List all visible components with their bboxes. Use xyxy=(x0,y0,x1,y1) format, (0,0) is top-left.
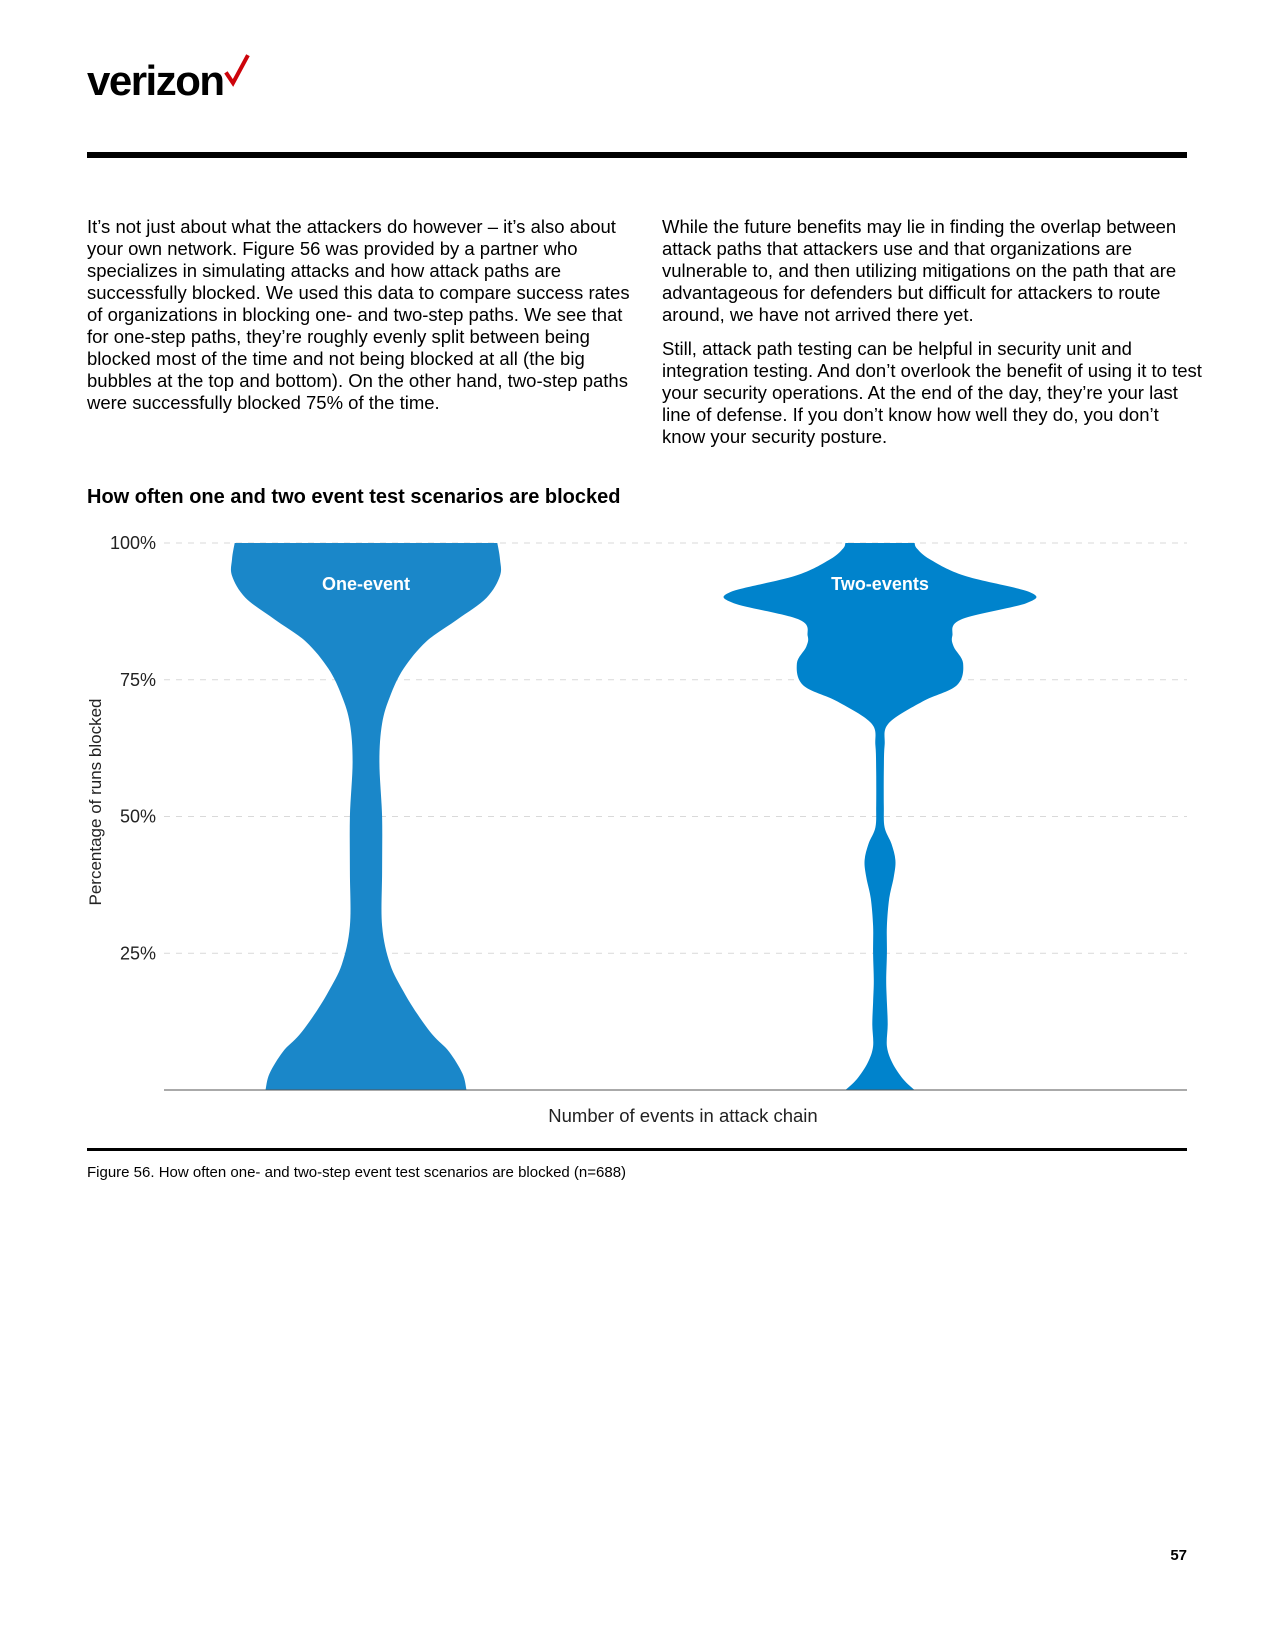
violin-label-one-event: One-event xyxy=(321,574,411,595)
y-tick-labels xyxy=(110,533,156,963)
brand-name: verizon xyxy=(87,57,224,104)
violin-label-two-events: Two-events xyxy=(831,574,929,595)
violin-one-event xyxy=(231,543,501,1090)
chart-title: How often one and two event test scenarios are blocked xyxy=(87,486,621,508)
figure-rule xyxy=(87,1148,1187,1151)
right-paragraph-2: Still, attack path testing can be helpful in security unit and integration testing. And don’t overlook the benefit of using it to test your security operations. At the end of the day, they’re your last line of defense. If you don’t know how well they do, you don’t know your security posture. xyxy=(662,338,1202,447)
y-tick-label-25: 25% xyxy=(119,943,156,964)
page-number: 57 xyxy=(1170,1547,1187,1564)
y-tick-label-75: 75% xyxy=(119,669,156,690)
y-tick-label-50: 50% xyxy=(119,806,156,827)
figure-caption: Figure 56. How often one- and two-step event test scenarios are blocked (n=688) xyxy=(87,1164,627,1181)
y-tick-label-100: 100% xyxy=(109,533,156,553)
y-axis-label: Percentage of runs blocked xyxy=(86,698,105,906)
right-paragraph-1: While the future benefits may lie in finding the overlap between attack paths that attackers use and that organizations are vulnerable to, and then utilizing mitigations on the path that are advantageous for defenders but difficult for attackers to route around, we have not arrived there yet. xyxy=(662,216,1177,325)
violin-two-events xyxy=(724,543,1037,1090)
x-axis-label: Number of events in attack chain xyxy=(548,1105,818,1126)
left-paragraph-1: It’s not just about what the attackers do however – it’s also about your own network. Figure 56 was provided by a partner who specializes in simulating attacks and how attack paths are successfully blocked. We used this data to compare success rates of organizations in blocking one- and two-step paths. We see that for one-step paths, they’re roughly evenly split between being blocked most of the time and not being blocked at all (the big bubbles at the top and bottom). On the other hand, two-step paths were successfully blocked 75% of the time. xyxy=(87,216,630,413)
